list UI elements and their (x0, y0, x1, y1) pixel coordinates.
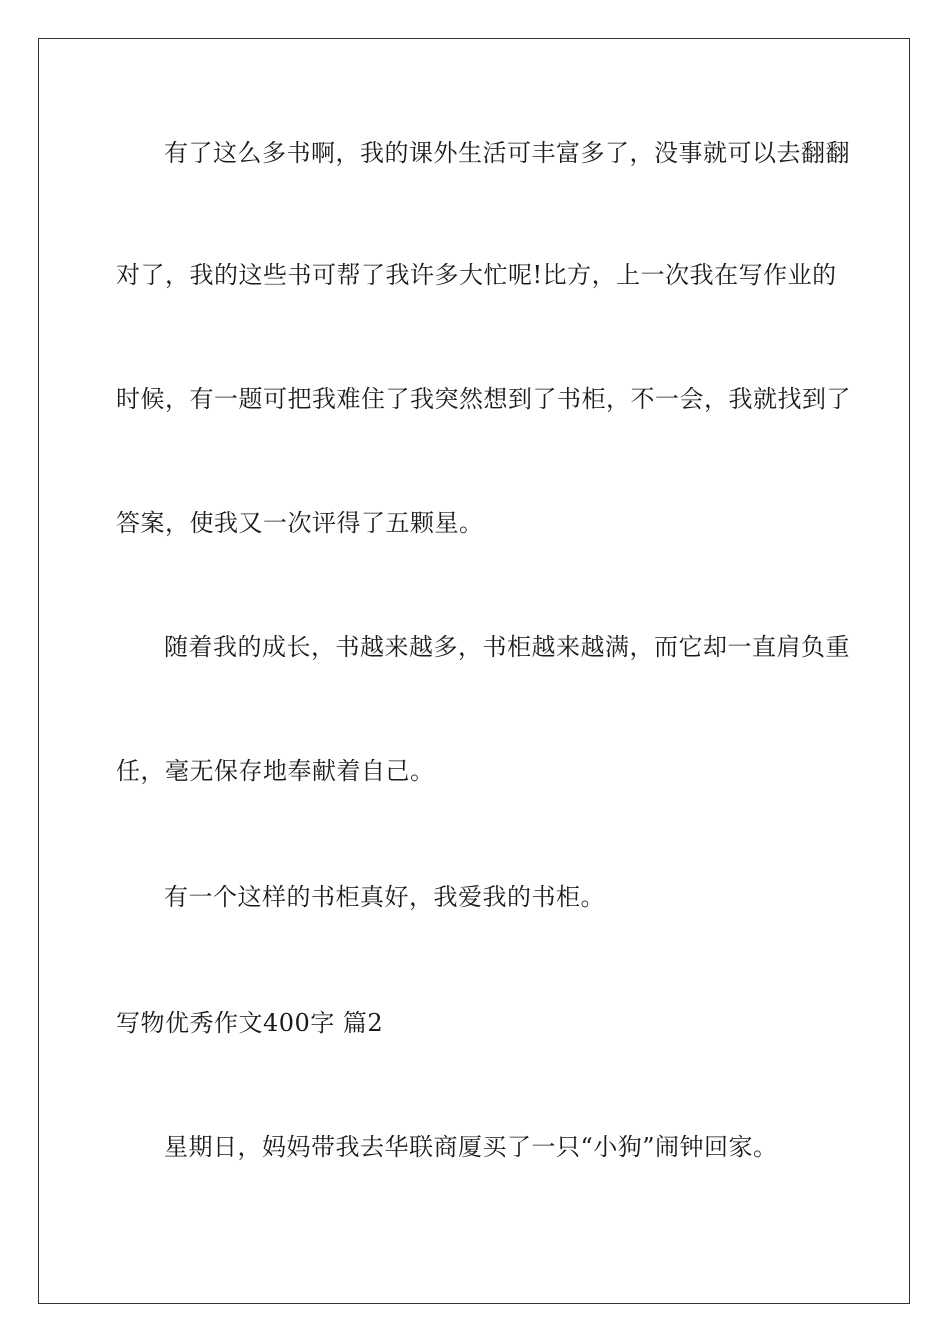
page-border (38, 38, 910, 1304)
paragraph-line: 星期日，妈妈带我去华联商厦买了一只“小狗”闹钟回家。 (164, 1133, 778, 1161)
paragraph-line: 随着我的成长，书越来越多，书柜越来越满，而它却一直肩负重 (164, 633, 850, 661)
paragraph-line: 任，毫无保存地奉献着自己。 (116, 757, 435, 785)
paragraph-line: 有一个这样的书柜真好，我爱我的书柜。 (164, 883, 605, 911)
paragraph-line: 答案，使我又一次评得了五颗星。 (116, 509, 484, 537)
paragraph-line: 有了这么多书啊，我的课外生活可丰富多了，没事就可以去翻翻 (164, 139, 850, 167)
paragraph-line: 对了，我的这些书可帮了我许多大忙呢!比方，上一次我在写作业的 (116, 261, 837, 289)
paragraph-line: 时候，有一题可把我难住了我突然想到了书柜，不一会，我就找到了 (116, 385, 851, 413)
section-heading: 写物优秀作文400字 篇2 (116, 1009, 384, 1037)
